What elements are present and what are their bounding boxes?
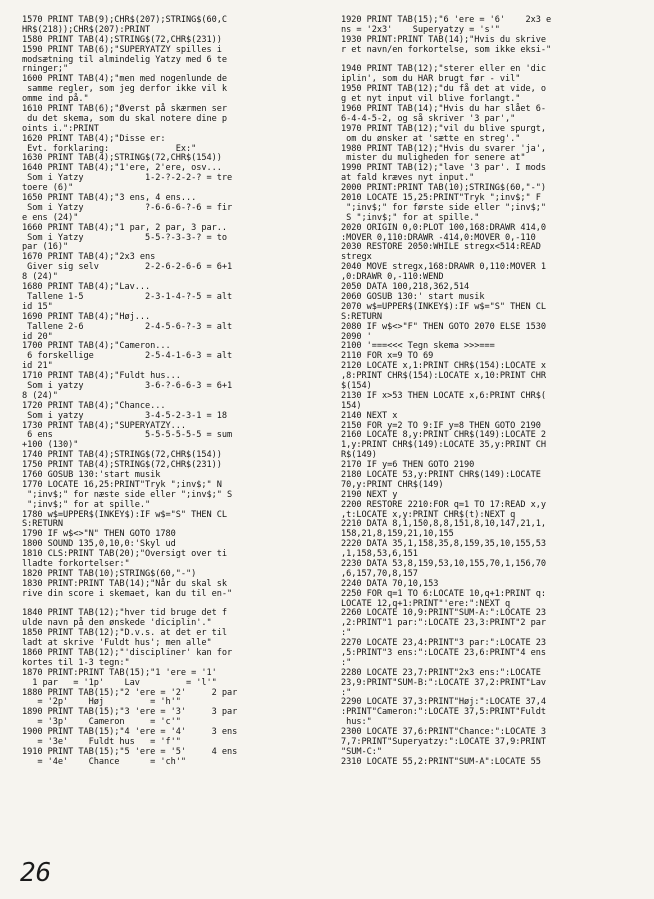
code-line: 2220 DATA 35,1,158,35,8,159,35,10,155,53 <box>341 539 546 550</box>
code-line: :" <box>341 628 352 639</box>
code-line: 1700 PRINT TAB(4);"Cameron... <box>22 341 171 352</box>
code-line: 1 par = '1p' Lav = 'l'" <box>22 677 217 688</box>
code-line: 1970 PRINT TAB(12);"vil du blive spurgt, <box>341 123 546 134</box>
code-line: om du ønsker at 'sætte en streg'." <box>341 133 521 144</box>
code-line: 1800 SOUND 135,0,10,0:'Skyl ud <box>22 539 176 550</box>
code-line: 1930 PRINT:PRINT TAB(14);"Hvis du skrive <box>341 34 546 45</box>
code-line: Som i Yatzy ?-6-6-6-?-6 = fir <box>22 202 233 213</box>
code-line: :MOVER 0,110:DRAWR -414,0:MOVER 0,-110 <box>341 232 536 243</box>
code-line: 2180 LOCATE 53,y:PRINT CHR$(149):LOCATE <box>341 469 541 480</box>
code-line: 8 (24)" <box>22 390 58 401</box>
code-line: S:RETURN <box>22 519 63 530</box>
code-line: 2130 IF x>53 THEN LOCATE x,6:PRINT CHR$( <box>341 390 546 401</box>
code-line: 2060 GOSUB 130:' start musik <box>341 291 485 302</box>
code-line: id 21" <box>22 361 53 372</box>
code-line: 154) <box>341 400 362 411</box>
code-line: 1780 w$=UPPER$(INKEY$):IF w$="S" THEN CL <box>22 509 227 520</box>
code-line: 1960 PRINT TAB(14);"Hvis du har slået 6- <box>341 104 546 115</box>
code-line: 1880 PRINT TAB(15);"2 'ere = '2' 2 par <box>22 687 238 698</box>
code-line: at fald kræves nyt input." <box>341 173 475 184</box>
code-line: rninger;" <box>22 64 69 75</box>
code-line: 1640 PRINT TAB(4);"1'ere, 2'ere, osv... <box>22 163 222 174</box>
code-line: 2250 FOR q=1 TO 6:LOCATE 10,q+1:PRINT q: <box>341 588 546 599</box>
code-line: S:RETURN <box>341 311 382 322</box>
code-line: 2030 RESTORE 2050:WHILE stregx<514:READ <box>341 242 541 253</box>
code-line: Som i yatzy 3-4-5-2-3-1 = 18 <box>22 410 227 421</box>
code-line: 1840 PRINT TAB(12);"hver tid bruge det f <box>22 608 227 619</box>
code-line: LOCATE 12,q+1:PRINT"'ere:":NEXT q <box>341 598 511 609</box>
code-line: iplin', som du HAR brugt før - vil" <box>341 74 521 85</box>
code-line: kortes til 1-3 tegn:" <box>22 657 130 668</box>
code-line: 1680 PRINT TAB(4);"Lav... <box>22 282 151 293</box>
code-line: r et navn/en forkortelse, som ikke eksi-" <box>341 44 552 55</box>
code-line: ,1,158,53,6,151 <box>341 549 418 560</box>
code-line: ,2:PRINT"1 par:":LOCATE 23,3:PRINT"2 par <box>341 618 546 629</box>
code-line: Giver sig selv 2-2-6-2-6-6 = 6+1 <box>22 262 233 273</box>
code-line: 2290 LOCATE 37,3:PRINT"Høj:":LOCATE 37,4 <box>341 697 546 708</box>
code-line: 2140 NEXT x <box>341 410 398 421</box>
code-line: 2000 PRINT:PRINT TAB(10);STRING$(60,"-") <box>341 183 546 194</box>
code-line: :" <box>341 687 352 698</box>
code-line: ,t:LOCATE x,y:PRINT CHR$(t):NEXT q <box>341 509 516 520</box>
code-line: 158,21,8,159,21,10,155 <box>341 529 454 540</box>
code-line: 6 forskellige 2-5-4-1-6-3 = alt <box>22 351 233 362</box>
code-line: 2190 NEXT y <box>341 489 398 500</box>
code-line: ,8:PRINT CHR$(154):LOCATE x,10:PRINT CHR <box>341 371 546 382</box>
code-line: 1690 PRINT TAB(4);"Høj... <box>22 311 151 322</box>
code-line: 1950 PRINT TAB(12);"du få det at vide, o <box>341 84 546 95</box>
code-line: 1810 CLS:PRINT TAB(20);"Oversigt over ti <box>22 549 227 560</box>
code-line: 2230 DATA 53,8,159,53,10,155,70,1,156,70 <box>341 558 546 569</box>
code-line: 1940 PRINT TAB(12);"sterer eller en 'dic <box>341 64 546 75</box>
code-line: 2160 LOCATE 8,y:PRINT CHR$(149):LOCATE 2 <box>341 430 546 441</box>
code-line: ,6,157,70,8,157 <box>341 568 418 579</box>
code-line: S ";inv$;" for at spille." <box>341 212 480 223</box>
code-line: 1900 PRINT TAB(15);"4 'ere = '4' 3 ens <box>22 727 238 738</box>
code-line: 2240 DATA 70,10,153 <box>341 578 439 589</box>
code-line: 1890 PRINT TAB(15);"3 'ere = '3' 3 par <box>22 707 238 718</box>
code-line: Tallene 2-6 2-4-5-6-?-3 = alt <box>22 321 233 332</box>
code-line: 1720 PRINT TAB(4);"Chance... <box>22 400 166 411</box>
code-line: Evt. forklaring: Ex:" <box>22 143 197 154</box>
code-line: 1990 PRINT TAB(12);"lave '3 par'. I mods <box>341 163 546 174</box>
code-line: oints i.":PRINT <box>22 123 99 134</box>
code-line: 2210 DATA 8,1,150,8,8,151,8,10,147,21,1, <box>341 519 546 530</box>
code-line: Som i yatzy 3-6-?-6-6-3 = 6+1 <box>22 380 233 391</box>
code-line: Tallene 1-5 2-3-1-4-?-5 = alt <box>22 291 233 302</box>
code-line: :" <box>341 657 352 668</box>
code-line: 1600 PRINT TAB(4);"men med nogenlunde de <box>22 74 227 85</box>
code-line: ns = '2x3' Superyatzy = 's'" <box>341 24 500 35</box>
code-line: 1570 PRINT TAB(9);CHR$(207);STRING$(60,C <box>22 15 227 25</box>
code-line: 2020 ORIGIN 0,0:PLOT 100,168:DRAWR 414,0 <box>341 222 546 233</box>
code-line: Som i Yatzy 5-5-?-3-3-? = to <box>22 232 227 243</box>
code-line: 1870 PRINT:PRINT TAB(15);"1 'ere = '1' <box>22 667 217 678</box>
page-number: 26 <box>20 858 52 888</box>
code-line: 2300 LOCATE 37,6:PRINT"Chance:":LOCATE 3 <box>341 727 546 738</box>
code-line: 2170 IF y=6 THEN GOTO 2190 <box>341 460 475 471</box>
left-code-column <box>22 16 322 768</box>
code-line: 1980 PRINT TAB(12);"Hvis du svarer 'ja', <box>341 143 546 154</box>
code-line: 1580 PRINT TAB(4);STRING$(72,CHR$(231)) <box>22 34 222 45</box>
code-line: rive din score i skemaet, kan du til en-" <box>22 588 233 599</box>
code-line: ";inv$;" for første side eller ";inv$;" <box>341 202 546 213</box>
code-line: 1910 PRINT TAB(15);"5 'ere = '5' 4 ens <box>22 746 238 757</box>
code-line: du det skema, som du skal notere dine p <box>22 113 227 124</box>
code-line: 1710 PRINT TAB(4);"Fuldt hus... <box>22 371 181 382</box>
code-line: ";inv$;" for at spille." <box>22 499 151 510</box>
code-line: toere (6)" <box>22 183 74 194</box>
code-line: 1650 PRINT TAB(4);"3 ens, 4 ens... <box>22 193 197 204</box>
code-line: ";inv$;" for næste side eller ";inv$;" S <box>22 489 233 500</box>
code-line: stregx <box>341 252 372 263</box>
code-line: ,5:PRINT"3 ens:":LOCATE 23,6:PRINT"4 ens <box>341 648 546 658</box>
code-line: 1670 PRINT TAB(4);"2x3 ens <box>22 252 156 263</box>
code-line: 1660 PRINT TAB(4);"1 par, 2 par, 3 par.. <box>22 222 227 233</box>
code-line: hus:" <box>341 717 372 728</box>
code-line: e ens (24)" <box>22 212 79 223</box>
code-line: 1920 PRINT TAB(15);"6 'ere = '6' 2x3 e <box>341 15 552 25</box>
code-line: 1860 PRINT TAB(12);"'discipliner' kan for <box>22 648 233 658</box>
code-line: 2200 RESTORE 2210:FOR q=1 TO 17:READ x,y <box>341 499 546 510</box>
code-line: 2040 MOVE stregx,168:DRAWR 0,110:MOVER 1 <box>341 262 546 273</box>
code-line: g et nyt input vil blive forlangt." <box>341 94 521 105</box>
code-line: 1790 IF w$<>"N" THEN GOTO 1780 <box>22 529 176 540</box>
code-line: +100 (130)" <box>22 440 79 451</box>
code-line: ladt at skrive 'Fuldt hus'; men alle" <box>22 638 212 649</box>
code-line: 2110 FOR x=9 TO 69 <box>341 351 434 362</box>
code-line: 2050 DATA 100,218,362,514 <box>341 282 470 293</box>
code-line: 1620 PRINT TAB(4);"Disse er: <box>22 133 166 144</box>
code-line: 1590 PRINT TAB(6);"SUPERYATZY spilles i <box>22 44 222 55</box>
code-line: = '3e' Fuldt hus = 'f'" <box>22 737 181 748</box>
code-line: modsætning til almindelig Yatzy med 6 te <box>22 54 227 65</box>
code-line: 70,y:PRINT CHR$(149) <box>341 479 444 490</box>
code-line: 7,7:PRINT"Superyatzy:":LOCATE 37,9:PRINT <box>341 737 546 748</box>
code-line: 8 (24)" <box>22 272 58 283</box>
code-line: ,0:DRAWR 0,-110:WEND <box>341 272 444 283</box>
code-line: id 20" <box>22 331 53 342</box>
code-line: HR$(218));CHR$(207):PRINT <box>22 24 151 35</box>
code-line: 2310 LOCATE 55,2:PRINT"SUM-A":LOCATE 55 <box>341 756 541 767</box>
code-line: 2280 LOCATE 23,7:PRINT"2x3 ens:":LOCATE <box>341 667 541 678</box>
code-line: 1610 PRINT TAB(6);"Øverst på skærmen ser <box>22 104 227 115</box>
code-line: par (16)" <box>22 242 69 253</box>
code-line: 2120 LOCATE x,1:PRINT CHR$(154):LOCATE x <box>341 361 546 372</box>
code-line: 2070 w$=UPPER$(INKEY$):IF w$="S" THEN CL <box>341 301 546 312</box>
code-line: R$(149) <box>341 450 377 461</box>
right-code-column <box>341 16 646 768</box>
code-line: lladte forkortelser:" <box>22 558 130 569</box>
code-line: 6-4-4-5-2, og så skriver '3 par'," <box>341 113 516 124</box>
code-line: 2010 LOCATE 15,25:PRINT"Tryk ";inv$;" F <box>341 193 541 204</box>
code-line: :PRINT"Cameron:":LOCATE 37,5:PRINT"Fuldt <box>341 707 546 718</box>
code-line: = '3p' Cameron = 'c'" <box>22 717 181 728</box>
code-line: Som i Yatzy 1-2-?-2-2-? = tre <box>22 173 233 184</box>
code-line: samme regler, som jeg derfor ikke vil k <box>22 84 227 95</box>
code-line: 1750 PRINT TAB(4);STRING$(72,CHR$(231)) <box>22 460 222 471</box>
code-line: = '2p' Høj = 'h'" <box>22 697 181 708</box>
code-line: 2260 LOCATE 10,9:PRINT"SUM-A:":LOCATE 23 <box>341 608 546 619</box>
code-line: 1730 PRINT TAB(4);"SUPERYATZY... <box>22 420 186 431</box>
code-line: 1630 PRINT TAB(4);STRING$(72,CHR$(154)) <box>22 153 222 164</box>
code-line: 6 ens 5-5-5-5-5-5 = sum <box>22 430 233 441</box>
code-line: omme ind på." <box>22 94 89 105</box>
code-line: $(154) <box>341 380 372 391</box>
code-line: 1740 PRINT TAB(4);STRING$(72,CHR$(154)) <box>22 450 222 461</box>
code-line: 2100 '===<<< Tegn skema >>>=== <box>341 341 495 352</box>
code-line: 2270 LOCATE 23,4:PRINT"3 par:":LOCATE 23 <box>341 638 546 649</box>
code-line: 1770 LOCATE 16,25:PRINT"Tryk ";inv$;" N <box>22 479 222 490</box>
code-line: 1850 PRINT TAB(12);"D.v.s. at det er til <box>22 628 227 639</box>
code-line: 2080 IF w$<>"F" THEN GOTO 2070 ELSE 1530 <box>341 321 546 332</box>
code-line: 2090 ' <box>341 331 372 342</box>
code-line: 2150 FOR y=2 TO 9:IF y=8 THEN GOTO 2190 <box>341 420 541 431</box>
code-line: ulde navn på den ønskede 'diciplin'." <box>22 618 212 629</box>
code-line: mister du muligheden for senere at" <box>341 153 526 164</box>
code-line: = '4e' Chance = 'ch'" <box>22 756 186 767</box>
code-line: id 15" <box>22 301 53 312</box>
code-line: "SUM-C:" <box>341 746 382 757</box>
code-line: 1830 PRINT:PRINT TAB(14);"Når du skal sk <box>22 578 227 589</box>
code-line: 1,y:PRINT CHR$(149):LOCATE 35,y:PRINT CH <box>341 440 546 451</box>
code-line: 1760 GOSUB 130:'start musik <box>22 469 161 480</box>
code-line: 1820 PRINT TAB(10);STRING$(60,"-") <box>22 568 197 579</box>
code-line: 23,9:PRINT"SUM-B:":LOCATE 37,2:PRINT"Lav <box>341 677 546 688</box>
